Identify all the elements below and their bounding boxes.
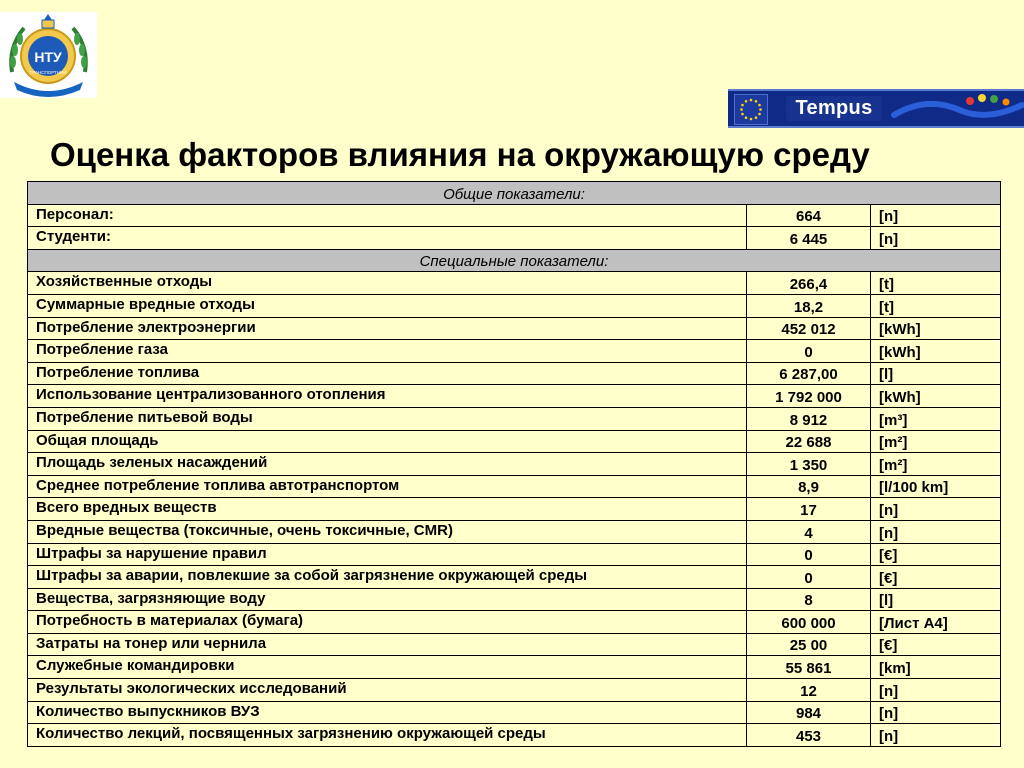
tempus-banner: [728, 89, 1024, 128]
row-label: Количество лекций, посвященных загрязнению окружающей среды: [28, 724, 747, 747]
page-title: Оценка факторов влияния на окружающую среду: [50, 136, 870, 173]
table-row: [28, 498, 1001, 521]
row-value: 6 445: [747, 227, 871, 250]
indicators-table: [27, 181, 1001, 747]
row-unit: [n]: [871, 679, 1001, 702]
row-value: 664: [747, 204, 871, 227]
row-label: Площадь зеленых насаждений: [28, 453, 747, 476]
table-row: [28, 588, 1001, 611]
row-unit: [n]: [871, 204, 1001, 227]
row-value: 55 861: [747, 656, 871, 679]
row-unit: [€]: [871, 633, 1001, 656]
row-unit: [n]: [871, 701, 1001, 724]
section-header-row: [28, 249, 1001, 272]
row-label: Студенти:: [28, 227, 747, 250]
row-label: Общая площадь: [28, 430, 747, 453]
eu-flag-icon: [734, 94, 768, 125]
row-unit: [m³]: [871, 407, 1001, 430]
table-row: [28, 475, 1001, 498]
section-title: Специальные показатели:: [28, 249, 1001, 272]
row-label: Среднее потребление топлива автотранспортом: [28, 475, 747, 498]
row-value: 8: [747, 588, 871, 611]
table-row: [28, 633, 1001, 656]
table-row: [28, 272, 1001, 295]
row-value: 0: [747, 543, 871, 566]
row-unit: [l]: [871, 362, 1001, 385]
table-row: [28, 543, 1001, 566]
row-value: 984: [747, 701, 871, 724]
row-unit: [t]: [871, 272, 1001, 295]
row-value: 4: [747, 520, 871, 543]
row-unit: [kWh]: [871, 385, 1001, 408]
row-label: Потребление топлива: [28, 362, 747, 385]
row-label: Служебные командировки: [28, 656, 747, 679]
row-value: 8,9: [747, 475, 871, 498]
row-unit: [m²]: [871, 453, 1001, 476]
row-label: Штрафы за нарушение правил: [28, 543, 747, 566]
row-value: 22 688: [747, 430, 871, 453]
row-unit: [Лист А4]: [871, 611, 1001, 634]
svg-text:НТУ: НТУ: [34, 49, 62, 65]
row-unit: [n]: [871, 498, 1001, 521]
row-unit: [kWh]: [871, 317, 1001, 340]
row-value: 0: [747, 566, 871, 589]
table-row: [28, 385, 1001, 408]
row-unit: [n]: [871, 227, 1001, 250]
table-row: [28, 430, 1001, 453]
table-row: [28, 679, 1001, 702]
row-label: Потребление газа: [28, 340, 747, 363]
row-label: Всего вредных веществ: [28, 498, 747, 521]
row-label: Результаты экологических исследований: [28, 679, 747, 702]
row-unit: [l]: [871, 588, 1001, 611]
row-value: 18,2: [747, 294, 871, 317]
table-row: [28, 724, 1001, 747]
row-unit: [€]: [871, 566, 1001, 589]
university-logo: [0, 12, 97, 98]
table-row: [28, 407, 1001, 430]
table-row: [28, 362, 1001, 385]
row-label: Использование централизованного отопления: [28, 385, 747, 408]
row-value: 12: [747, 679, 871, 702]
section-title: Общие показатели:: [28, 182, 1001, 205]
row-label: Хозяйственные отходы: [28, 272, 747, 295]
row-label: Суммарные вредные отходы: [28, 294, 747, 317]
row-value: 17: [747, 498, 871, 521]
svg-text:ТРАНСПОРТНИЙ: ТРАНСПОРТНИЙ: [29, 70, 67, 75]
row-value: 25 00: [747, 633, 871, 656]
row-unit: [kWh]: [871, 340, 1001, 363]
row-value: 0: [747, 340, 871, 363]
section-header-row: [28, 182, 1001, 205]
row-unit: [km]: [871, 656, 1001, 679]
table-row: [28, 520, 1001, 543]
table-row: [28, 204, 1001, 227]
table-row: [28, 656, 1001, 679]
table-row: [28, 227, 1001, 250]
row-label: Вредные вещества (токсичные, очень токсичные, CMR): [28, 520, 747, 543]
row-label: Потребление электроэнергии: [28, 317, 747, 340]
table-row: [28, 453, 1001, 476]
tempus-label: Tempus: [786, 96, 882, 121]
row-label: Количество выпускников ВУЗ: [28, 701, 747, 724]
row-unit: [t]: [871, 294, 1001, 317]
indicators-table-body: [28, 182, 1001, 747]
row-label: Потребление питьевой воды: [28, 407, 747, 430]
table-row: [28, 294, 1001, 317]
row-value: 1 792 000: [747, 385, 871, 408]
row-unit: [n]: [871, 520, 1001, 543]
table-row: [28, 340, 1001, 363]
row-value: 452 012: [747, 317, 871, 340]
tempus-swoosh-icon: [888, 91, 1024, 126]
row-label: Вещества, загрязняющие воду: [28, 588, 747, 611]
table-row: [28, 611, 1001, 634]
row-unit: [n]: [871, 724, 1001, 747]
row-unit: [m²]: [871, 430, 1001, 453]
row-value: 6 287,00: [747, 362, 871, 385]
row-label: Штрафы за аварии, повлекшие за собой загрязнение окружающей среды: [28, 566, 747, 589]
row-unit: [l/100 km]: [871, 475, 1001, 498]
row-label: Потребность в материалах (бумага): [28, 611, 747, 634]
row-value: 453: [747, 724, 871, 747]
row-value: 1 350: [747, 453, 871, 476]
row-label: Затраты на тонер или чернила: [28, 633, 747, 656]
table-row: [28, 317, 1001, 340]
row-label: Персонал:: [28, 204, 747, 227]
row-unit: [€]: [871, 543, 1001, 566]
row-value: 8 912: [747, 407, 871, 430]
row-value: 600 000: [747, 611, 871, 634]
row-value: 266,4: [747, 272, 871, 295]
project-code: IB_JEP-27115-2006_UMRU: [86, 105, 350, 127]
table-row: [28, 566, 1001, 589]
table-row: [28, 701, 1001, 724]
